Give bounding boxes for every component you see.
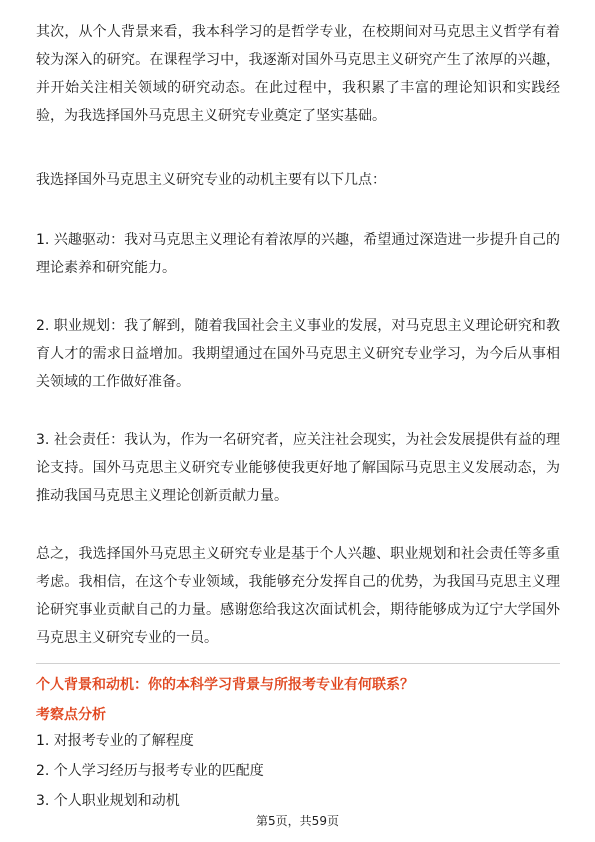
page-number: 第5页，共59页 xyxy=(256,814,339,828)
list-item: 1. 对报考专业的了解程度 xyxy=(36,733,194,749)
paragraph-conclusion: 总之，我选择国外马克思主义研究专业是基于个人兴趣、职业规划和社会责任等多重考虑。我相信，在这个专业领域，我能够充分发挥自己的优势，为我国马克思主义理论研究事业贡献自己的力量。感谢您给我这次面试机会，期待能够成为辽宁大学国外马克思主义研究专业的一员。 xyxy=(36,546,560,646)
paragraph-interest: 1. 兴趣驱动：我对马克思主义理论有着浓厚的兴趣，希望通过深造进一步提升自己的理论素养和研究能力。 xyxy=(36,232,560,276)
list-item: 3. 个人职业规划和动机 xyxy=(36,793,180,809)
paragraph-motivation-intro: 我选择国外马克思主义研究专业的动机主要有以下几点： xyxy=(36,172,386,188)
paragraph-career: 2. 职业规划：我了解到，随着我国社会主义事业的发展，对马克思主义理论研究和教育人才的需求日益增加。我期望通过在国外马克思主义研究专业学习，为今后从事相关领域的工作做好准备。 xyxy=(36,318,560,390)
paragraph-social-responsibility: 3. 社会责任：我认为，作为一名研究者，应关注社会现实，为社会发展提供有益的理论支持。国外马克思主义研究专业能够使我更好地了解国际马克思主义发展动态，为推动我国马克思主义理论创新贡献力量。 xyxy=(36,432,560,504)
analysis-heading: 考察点分析 xyxy=(36,707,106,723)
paragraph-background: 其次，从个人背景来看，我本科学习的是哲学专业，在校期间对马克思主义哲学有着较为深入的研究。在课程学习中，我逐渐对国外马克思主义研究产生了浓厚的兴趣，并开始关注相关领域的研究动态。在此过程中，我积累了丰富的理论知识和实践经验，为我选择国外马克思主义研究专业奠定了坚实基础。 xyxy=(36,24,560,124)
section-divider xyxy=(36,663,560,664)
interview-question: 个人背景和动机：你的本科学习背景与所报考专业有何联系？ xyxy=(36,677,414,693)
analysis-list xyxy=(36,728,264,818)
list-item: 2. 个人学习经历与报考专业的匹配度 xyxy=(36,763,264,779)
